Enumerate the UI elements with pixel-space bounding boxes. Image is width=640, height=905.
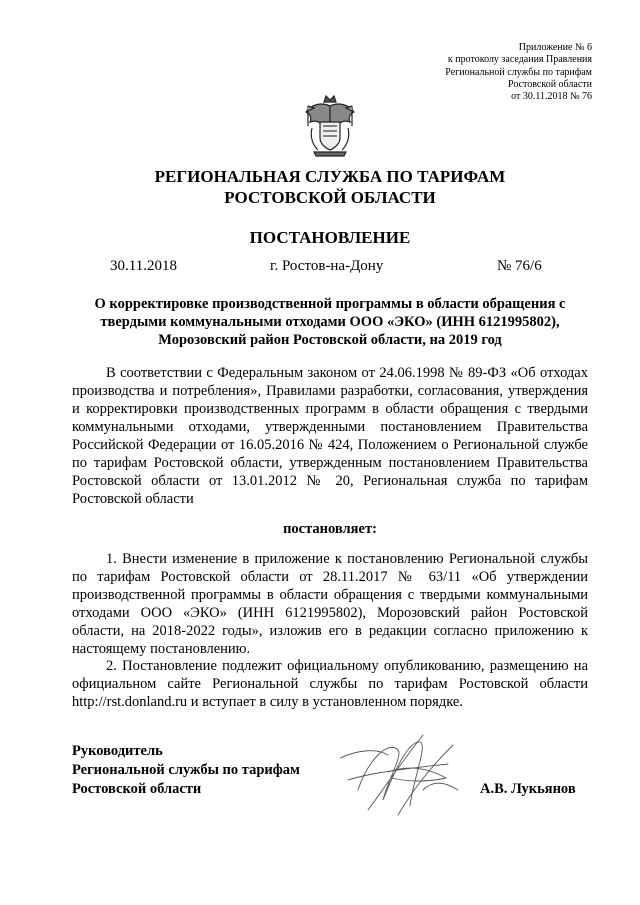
- annex-line: Региональной службы по тарифам: [445, 66, 592, 78]
- org-line: РЕГИОНАЛЬНАЯ СЛУЖБА ПО ТАРИФАМ: [154, 167, 506, 186]
- document-date: 30.11.2018: [110, 258, 177, 274]
- decree-word: постановляет:: [283, 521, 377, 537]
- signatory-name: А.В. Лукьянов: [480, 781, 576, 797]
- annex-line: Ростовской области: [508, 78, 592, 90]
- decree-item-1: 1. Внести изменение в приложение к постановлению Региональной службы по тарифам Ростовской области от 28.11.2017 № 63/11 «Об утверждении производственной программы в области обращения с твердыми коммунальными отходами ООО «ЭКО» (ИНН 6121995802), Морозовский район Ростовской области, на 2018-2022 годы», изложив его в редакции согласно приложению к настоящему постановлению.: [72, 551, 588, 657]
- annex-line: Приложение № 6: [518, 42, 592, 53]
- preamble-paragraph: В соответствии с Федеральным законом от 24.06.1998 № 89-ФЗ «Об отходах производства и потребления», Правилами разработки, согласования, утверждения и корректировки производственных программ в области обращения с твердыми коммунальными отходами, утвержденными постановлением Правительства Российской Федерации от 16.05.2016 № 424, Положением о Региональной службе по тарифам Ростовской области, утвержденным постановлением Правительства Ростовской области от 13.01.2012 № 20, Региональная служба по тарифам Ростовской области: [72, 365, 588, 507]
- signatory-title-line: Ростовской области: [72, 781, 202, 797]
- coat-of-arms-icon: [302, 92, 358, 160]
- handwritten-signature-icon: [328, 720, 478, 830]
- org-line: РОСТОВСКОЙ ОБЛАСТИ: [224, 188, 436, 207]
- document-city: г. Ростов-на-Дону: [270, 258, 384, 274]
- signatory-title-line: Руководитель: [72, 743, 163, 759]
- signatory-title-line: Региональной службы по тарифам: [72, 762, 300, 778]
- organization-name: [80, 166, 580, 208]
- annex-line: к протоколу заседания Правления: [447, 54, 592, 66]
- document-subject: О корректировке производственной программы в области обращения с твердыми коммунальными отходами ООО «ЭКО» (ИНН 6121995802), Морозовский район Ростовской области, на 2019 год: [94, 296, 566, 348]
- signatory-title: [72, 742, 300, 799]
- decree-item-2: 2. Постановление подлежит официальному опубликованию, размещению на официальном сайте Региональной службы по тарифам Ростовской области http://rst.donland.ru и вступает в силу в установленном порядке.: [72, 658, 588, 710]
- document-type: ПОСТАНОВЛЕНИЕ: [249, 228, 411, 247]
- annex-line: от 30.11.2018 № 76: [511, 91, 592, 103]
- document-number: № 76/6: [497, 258, 542, 274]
- annex-note: [445, 42, 592, 103]
